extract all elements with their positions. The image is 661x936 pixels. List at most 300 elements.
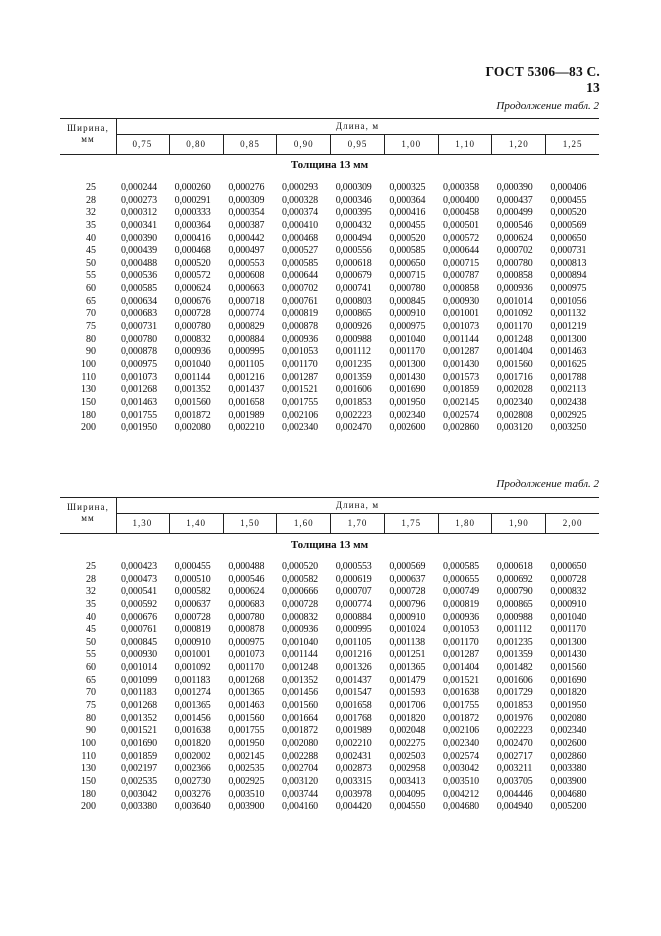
value-cell: 0,000374 bbox=[282, 207, 318, 219]
value-cell: 0,000400 bbox=[443, 194, 479, 206]
value-cell: 0,001456 bbox=[282, 687, 318, 699]
value-cell: 0,000390 bbox=[496, 182, 533, 193]
value-cell: 0,000878 bbox=[121, 346, 157, 358]
width-cell: 45 bbox=[86, 245, 96, 257]
value-cell: 0,000497 bbox=[228, 245, 265, 257]
value-cell: 0,001820 bbox=[174, 737, 211, 749]
value-cell: 0,000731 bbox=[550, 245, 587, 257]
value-cell: 0,002860 bbox=[550, 750, 587, 762]
table-row bbox=[60, 245, 599, 258]
table-row bbox=[60, 687, 599, 700]
value-cell: 0,001638 bbox=[443, 687, 479, 699]
value-cell: 0,001521 bbox=[443, 674, 479, 686]
length-col: 0,95 bbox=[331, 135, 385, 154]
value-cell: 0,001040 bbox=[550, 611, 587, 623]
value-cell: 0,000780 bbox=[389, 283, 426, 295]
value-cell: 0,000676 bbox=[174, 295, 211, 307]
table-row bbox=[60, 612, 599, 625]
value-cell: 0,000819 bbox=[282, 308, 318, 320]
value-cell: 0,001404 bbox=[496, 346, 533, 358]
value-cell: 0,000395 bbox=[335, 207, 372, 219]
value-cell: 0,000910 bbox=[550, 598, 587, 610]
width-cell: 150 bbox=[81, 396, 96, 408]
value-cell: 0,001859 bbox=[121, 750, 157, 762]
value-cell: 0,000819 bbox=[174, 624, 211, 636]
value-cell: 0,002860 bbox=[443, 422, 479, 434]
value-cell: 0,000423 bbox=[121, 561, 157, 572]
value-cell: 0,001989 bbox=[335, 725, 372, 737]
value-cell: 0,001690 bbox=[389, 384, 426, 396]
length-col: 1,30 bbox=[116, 514, 170, 533]
table-row bbox=[60, 334, 599, 347]
value-cell: 0,000585 bbox=[389, 245, 426, 257]
value-cell: 0,001359 bbox=[335, 371, 372, 383]
table-row bbox=[60, 637, 599, 650]
value-cell: 0,000910 bbox=[389, 611, 426, 623]
value-cell: 0,001112 bbox=[496, 624, 532, 636]
value-cell: 0,001872 bbox=[174, 409, 211, 421]
table-body bbox=[60, 182, 599, 435]
value-cell: 0,002080 bbox=[174, 422, 211, 434]
value-cell: 0,000780 bbox=[121, 333, 157, 345]
value-cell: 0,000715 bbox=[443, 257, 479, 269]
width-cell: 25 bbox=[86, 561, 96, 572]
value-cell: 0,001456 bbox=[174, 712, 211, 724]
value-cell: 0,001573 bbox=[443, 371, 479, 383]
width-cell: 65 bbox=[86, 295, 96, 307]
value-cell: 0,001170 bbox=[228, 662, 264, 674]
value-cell: 0,002197 bbox=[121, 763, 157, 775]
value-cell: 0,002080 bbox=[550, 712, 587, 724]
value-cell: 0,003978 bbox=[335, 788, 372, 800]
value-cell: 0,002048 bbox=[389, 725, 426, 737]
value-cell: 0,002925 bbox=[550, 409, 587, 421]
value-cell: 0,001352 bbox=[121, 712, 157, 724]
value-cell: 0,001820 bbox=[550, 687, 587, 699]
value-cell: 0,001437 bbox=[335, 674, 372, 686]
value-cell: 0,001326 bbox=[335, 662, 372, 674]
value-cell: 0,000884 bbox=[335, 611, 372, 623]
value-cell: 0,001430 bbox=[550, 649, 587, 661]
value-cell: 0,000644 bbox=[282, 270, 318, 282]
value-cell: 0,000510 bbox=[174, 573, 211, 585]
value-cell: 0,001560 bbox=[282, 700, 318, 712]
value-cell: 0,000341 bbox=[121, 219, 157, 231]
value-cell: 0,001853 bbox=[335, 396, 372, 408]
width-cell: 110 bbox=[81, 371, 96, 383]
value-cell: 0,003211 bbox=[496, 763, 533, 775]
value-cell: 0,002340 bbox=[389, 409, 426, 421]
value-cell: 0,002106 bbox=[282, 409, 318, 421]
value-cell: 0,000728 bbox=[550, 573, 587, 585]
value-cell: 0,001872 bbox=[443, 712, 479, 724]
width-header-line: Ширина, bbox=[67, 502, 109, 512]
value-cell: 0,002600 bbox=[389, 422, 426, 434]
value-cell: 0,001755 bbox=[443, 700, 479, 712]
section-heading: Толщина 13 мм bbox=[290, 539, 369, 551]
value-cell: 0,000930 bbox=[443, 295, 479, 307]
value-cell: 0,001664 bbox=[282, 712, 318, 724]
value-cell: 0,000572 bbox=[174, 270, 211, 282]
value-cell: 0,000702 bbox=[282, 283, 318, 295]
value-cell: 0,001040 bbox=[174, 358, 211, 370]
length-col: 2,00 bbox=[562, 518, 583, 528]
width-cell: 45 bbox=[86, 624, 96, 636]
value-cell: 0,001144 bbox=[174, 371, 211, 383]
value-cell: 0,003042 bbox=[121, 788, 157, 800]
value-cell: 0,000520 bbox=[389, 232, 426, 244]
value-cell: 0,003510 bbox=[228, 788, 265, 800]
width-cell: 180 bbox=[81, 409, 96, 421]
width-cell: 65 bbox=[86, 674, 96, 686]
value-cell: 0,002288 bbox=[282, 750, 318, 762]
value-cell: 0,001560 bbox=[174, 396, 211, 408]
value-cell: 0,003413 bbox=[389, 775, 426, 787]
table-row bbox=[60, 624, 599, 637]
value-cell: 0,002873 bbox=[335, 763, 372, 775]
value-cell: 0,001053 bbox=[282, 346, 318, 358]
table-row bbox=[60, 599, 599, 612]
width-cell: 32 bbox=[86, 586, 96, 598]
value-cell: 0,001219 bbox=[550, 321, 587, 333]
value-cell: 0,001092 bbox=[496, 308, 533, 320]
value-cell: 0,002340 bbox=[496, 396, 533, 408]
value-cell: 0,001040 bbox=[282, 636, 318, 648]
value-cell: 0,003120 bbox=[282, 775, 318, 787]
value-cell: 0,004680 bbox=[443, 801, 479, 813]
value-cell: 0,000410 bbox=[282, 219, 318, 231]
value-cell: 0,000390 bbox=[121, 232, 157, 244]
table-header bbox=[60, 118, 599, 155]
value-cell: 0,000865 bbox=[496, 598, 533, 610]
value-cell: 0,001989 bbox=[228, 409, 265, 421]
value-cell: 0,000715 bbox=[389, 270, 426, 282]
value-cell: 0,001216 bbox=[228, 371, 265, 383]
value-cell: 0,000585 bbox=[443, 561, 479, 572]
width-cell: 100 bbox=[81, 737, 96, 749]
value-cell: 0,002438 bbox=[550, 396, 587, 408]
value-cell: 0,001073 bbox=[121, 371, 157, 383]
value-cell: 0,000774 bbox=[335, 598, 372, 610]
value-cell: 0,000728 bbox=[174, 611, 211, 623]
table-row bbox=[60, 182, 599, 195]
value-cell: 0,000975 bbox=[550, 283, 587, 295]
length-columns bbox=[116, 514, 599, 533]
value-cell: 0,001183 bbox=[121, 687, 157, 699]
value-cell: 0,003900 bbox=[550, 775, 587, 787]
value-cell: 0,001690 bbox=[550, 674, 587, 686]
value-cell: 0,000803 bbox=[335, 295, 372, 307]
value-cell: 0,000910 bbox=[389, 308, 426, 320]
value-cell: 0,000975 bbox=[228, 636, 265, 648]
table-row bbox=[60, 270, 599, 283]
value-cell: 0,000455 bbox=[174, 561, 211, 572]
value-cell: 0,000683 bbox=[228, 598, 265, 610]
value-cell: 0,000354 bbox=[228, 207, 265, 219]
width-header-line: Ширина, bbox=[67, 123, 109, 133]
width-cell: 28 bbox=[86, 573, 96, 585]
value-cell: 0,000741 bbox=[335, 283, 372, 295]
value-cell: 0,000437 bbox=[496, 194, 533, 206]
value-cell: 0,000780 bbox=[496, 257, 533, 269]
length-col: 1,25 bbox=[562, 139, 583, 149]
width-cell: 130 bbox=[81, 384, 96, 396]
width-cell: 80 bbox=[86, 333, 96, 345]
value-cell: 0,000936 bbox=[174, 346, 211, 358]
width-cell: 90 bbox=[86, 346, 96, 358]
table-row bbox=[60, 283, 599, 296]
value-cell: 0,000291 bbox=[174, 194, 211, 206]
value-cell: 0,000328 bbox=[282, 194, 318, 206]
value-cell: 0,002113 bbox=[550, 384, 586, 396]
table-row bbox=[60, 763, 599, 776]
value-cell: 0,000910 bbox=[174, 636, 211, 648]
value-cell: 0,001359 bbox=[496, 649, 533, 661]
value-cell: 0,002145 bbox=[443, 396, 479, 408]
value-cell: 0,000761 bbox=[121, 624, 157, 636]
value-cell: 0,001300 bbox=[550, 333, 587, 345]
value-cell: 0,004680 bbox=[550, 788, 587, 800]
value-cell: 0,002223 bbox=[496, 725, 533, 737]
value-cell: 0,001606 bbox=[496, 674, 533, 686]
width-cell: 75 bbox=[86, 321, 96, 333]
length-col: 1,00 bbox=[385, 135, 439, 154]
width-cell: 60 bbox=[86, 283, 96, 295]
table-row bbox=[60, 384, 599, 397]
length-col: 1,90 bbox=[492, 514, 546, 533]
width-cell: 180 bbox=[81, 788, 96, 800]
value-cell: 0,000432 bbox=[335, 219, 372, 231]
length-col: 1,70 bbox=[331, 514, 385, 533]
value-cell: 0,000790 bbox=[496, 586, 533, 598]
length-col: 1,80 bbox=[439, 514, 493, 533]
width-cell: 70 bbox=[86, 308, 96, 320]
value-cell: 0,000553 bbox=[335, 561, 372, 572]
value-cell: 0,002145 bbox=[228, 750, 265, 762]
value-cell: 0,000637 bbox=[174, 598, 211, 610]
value-cell: 0,001755 bbox=[121, 409, 157, 421]
table-row bbox=[60, 397, 599, 410]
value-cell: 0,001706 bbox=[389, 700, 426, 712]
value-cell: 0,001690 bbox=[121, 737, 157, 749]
table-row bbox=[60, 410, 599, 423]
value-cell: 0,001014 bbox=[496, 295, 533, 307]
value-cell: 0,001853 bbox=[496, 700, 533, 712]
value-cell: 0,000749 bbox=[443, 586, 479, 598]
value-cell: 0,001755 bbox=[228, 725, 265, 737]
value-cell: 0,000488 bbox=[121, 257, 157, 269]
value-cell: 0,003120 bbox=[496, 422, 533, 434]
value-cell: 0,000546 bbox=[228, 573, 265, 585]
width-cell: 130 bbox=[81, 763, 96, 775]
value-cell: 0,001001 bbox=[174, 649, 211, 661]
value-cell: 0,000650 bbox=[550, 561, 587, 572]
value-cell: 0,000520 bbox=[282, 561, 318, 572]
table-row bbox=[60, 359, 599, 372]
value-cell: 0,000707 bbox=[335, 586, 372, 598]
value-cell: 0,000936 bbox=[282, 624, 318, 636]
value-cell: 0,001001 bbox=[443, 308, 479, 320]
value-cell: 0,004446 bbox=[496, 788, 533, 800]
value-cell: 0,002574 bbox=[443, 409, 479, 421]
value-cell: 0,001950 bbox=[228, 737, 265, 749]
value-cell: 0,000556 bbox=[335, 245, 372, 257]
value-cell: 0,000458 bbox=[443, 207, 479, 219]
value-cell: 0,000894 bbox=[550, 270, 587, 282]
value-cell: 0,002958 bbox=[389, 763, 426, 775]
value-cell: 0,001560 bbox=[496, 358, 533, 370]
width-cell: 40 bbox=[86, 232, 96, 244]
continuation-label: Продолжение табл. 2 bbox=[496, 100, 599, 112]
value-cell: 0,001365 bbox=[174, 700, 211, 712]
value-cell: 0,001268 bbox=[121, 700, 157, 712]
value-cell: 0,000546 bbox=[496, 219, 533, 231]
value-cell: 0,000832 bbox=[550, 586, 587, 598]
value-cell: 0,003640 bbox=[174, 801, 211, 813]
value-cell: 0,000728 bbox=[282, 598, 318, 610]
length-col: 0,80 bbox=[170, 135, 224, 154]
value-cell: 0,001755 bbox=[282, 396, 318, 408]
value-cell: 0,000260 bbox=[174, 182, 211, 193]
table-row bbox=[60, 789, 599, 802]
value-cell: 0,000536 bbox=[121, 270, 157, 282]
value-cell: 0,001073 bbox=[228, 649, 265, 661]
value-cell: 0,001463 bbox=[121, 396, 157, 408]
length-col: 1,50 bbox=[224, 514, 278, 533]
value-cell: 0,000585 bbox=[121, 283, 157, 295]
length-col: 1,40 bbox=[170, 514, 224, 533]
value-cell: 0,001729 bbox=[496, 687, 533, 699]
value-cell: 0,000702 bbox=[496, 245, 533, 257]
value-cell: 0,001950 bbox=[121, 422, 157, 434]
value-cell: 0,000679 bbox=[335, 270, 372, 282]
value-cell: 0,000731 bbox=[121, 321, 157, 333]
value-cell: 0,003315 bbox=[335, 775, 372, 787]
length-col: 1,75 bbox=[385, 514, 439, 533]
table-body bbox=[60, 561, 599, 814]
value-cell: 0,001950 bbox=[389, 396, 426, 408]
value-cell: 0,000364 bbox=[389, 194, 426, 206]
value-cell: 0,002470 bbox=[335, 422, 372, 434]
value-cell: 0,002002 bbox=[174, 750, 211, 762]
value-cell: 0,002808 bbox=[496, 409, 533, 421]
table-row bbox=[60, 207, 599, 220]
value-cell: 0,002340 bbox=[282, 422, 318, 434]
value-cell: 0,001872 bbox=[282, 725, 318, 737]
value-cell: 0,002340 bbox=[550, 725, 587, 737]
value-cell: 0,000878 bbox=[228, 624, 265, 636]
value-cell: 0,004940 bbox=[496, 801, 533, 813]
table-row bbox=[60, 713, 599, 726]
value-cell: 0,000780 bbox=[174, 321, 211, 333]
width-cell: 25 bbox=[86, 182, 96, 193]
value-cell: 0,000650 bbox=[550, 232, 587, 244]
table-row bbox=[60, 258, 599, 271]
width-cell: 100 bbox=[81, 358, 96, 370]
value-cell: 0,000346 bbox=[335, 194, 372, 206]
length-col: 0,90 bbox=[277, 135, 331, 154]
value-cell: 0,002210 bbox=[335, 737, 372, 749]
table-row bbox=[60, 776, 599, 789]
value-cell: 0,001593 bbox=[389, 687, 426, 699]
table-row bbox=[60, 649, 599, 662]
value-cell: 0,002366 bbox=[174, 763, 211, 775]
value-cell: 0,002106 bbox=[443, 725, 479, 737]
value-cell: 0,000488 bbox=[228, 561, 265, 572]
value-cell: 0,000655 bbox=[443, 573, 479, 585]
value-cell: 0,001560 bbox=[228, 712, 265, 724]
value-cell: 0,000995 bbox=[335, 624, 372, 636]
value-cell: 0,001430 bbox=[443, 358, 479, 370]
table-row bbox=[60, 675, 599, 688]
value-cell: 0,001144 bbox=[282, 649, 318, 661]
width-cell: 32 bbox=[86, 207, 96, 219]
length-col: 1,10 bbox=[439, 135, 493, 154]
table-row bbox=[60, 751, 599, 764]
value-cell: 0,000582 bbox=[174, 586, 211, 598]
table-row bbox=[60, 195, 599, 208]
value-cell: 0,000813 bbox=[550, 257, 587, 269]
value-cell: 0,001352 bbox=[174, 384, 211, 396]
value-cell: 0,000796 bbox=[389, 598, 426, 610]
value-cell: 0,000936 bbox=[282, 333, 318, 345]
value-cell: 0,000878 bbox=[282, 321, 318, 333]
value-cell: 0,001099 bbox=[121, 674, 157, 686]
value-cell: 0,000884 bbox=[228, 333, 265, 345]
value-cell: 0,001300 bbox=[389, 358, 426, 370]
value-cell: 0,001183 bbox=[174, 674, 211, 686]
value-cell: 0,000832 bbox=[174, 333, 211, 345]
table-row bbox=[60, 296, 599, 309]
value-cell: 0,000819 bbox=[443, 598, 479, 610]
length-header: Длина, м bbox=[116, 119, 599, 135]
value-cell: 0,000520 bbox=[550, 207, 587, 219]
value-cell: 0,001053 bbox=[443, 624, 479, 636]
value-cell: 0,000650 bbox=[389, 257, 426, 269]
value-cell: 0,000309 bbox=[335, 182, 372, 193]
value-cell: 0,000692 bbox=[496, 573, 533, 585]
value-cell: 0,000975 bbox=[121, 358, 157, 370]
value-cell: 0,003250 bbox=[550, 422, 587, 434]
value-cell: 0,000387 bbox=[228, 219, 265, 231]
value-cell: 0,001014 bbox=[121, 662, 157, 674]
table-row bbox=[60, 308, 599, 321]
value-cell: 0,001521 bbox=[282, 384, 318, 396]
value-cell: 0,000975 bbox=[389, 321, 426, 333]
value-cell: 0,000455 bbox=[389, 219, 426, 231]
value-cell: 0,000569 bbox=[389, 561, 426, 572]
value-cell: 0,001287 bbox=[443, 346, 479, 358]
width-cell: 80 bbox=[86, 712, 96, 724]
value-cell: 0,000541 bbox=[121, 586, 157, 598]
value-cell: 0,001105 bbox=[228, 358, 264, 370]
value-cell: 0,000520 bbox=[174, 257, 211, 269]
value-cell: 0,002470 bbox=[496, 737, 533, 749]
value-cell: 0,000930 bbox=[121, 649, 157, 661]
value-cell: 0,001404 bbox=[443, 662, 479, 674]
value-cell: 0,001268 bbox=[121, 384, 157, 396]
width-header bbox=[60, 498, 117, 533]
value-cell: 0,000728 bbox=[389, 586, 426, 598]
width-cell: 200 bbox=[81, 422, 96, 434]
length-col: 0,75 bbox=[116, 135, 170, 154]
value-cell: 0,001950 bbox=[550, 700, 587, 712]
value-cell: 0,000416 bbox=[174, 232, 211, 244]
width-cell: 35 bbox=[86, 598, 96, 610]
table-row bbox=[60, 422, 599, 435]
value-cell: 0,001638 bbox=[174, 725, 211, 737]
value-cell: 0,002704 bbox=[282, 763, 318, 775]
